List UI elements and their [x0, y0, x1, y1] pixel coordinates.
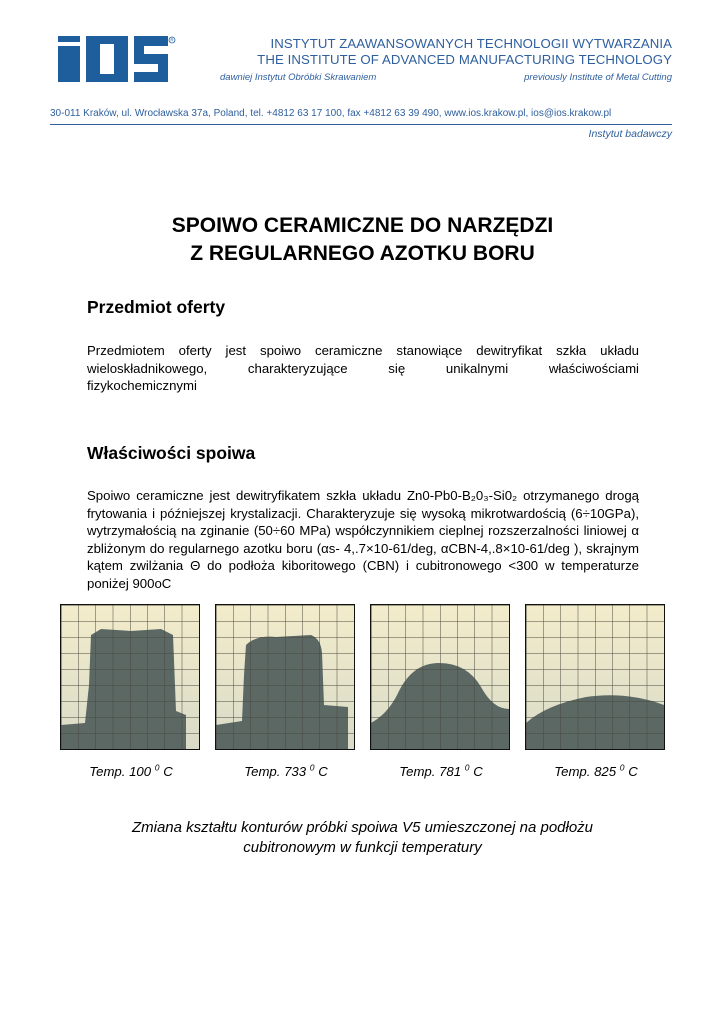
caption-text: Temp. 100: [89, 764, 152, 779]
caption-temp-100: [61, 764, 201, 779]
title-line-1: SPOIWO CERAMICZNE DO NARZĘDZI: [171, 214, 554, 237]
ios-logo: [58, 36, 176, 82]
section-heading-offer: Przedmiot oferty: [87, 297, 226, 317]
caption-unit: C: [628, 764, 638, 779]
caption-sup: 0: [464, 762, 470, 773]
section-heading-properties: Właściwości spoiwa: [87, 443, 256, 463]
caption-unit: C: [163, 764, 173, 779]
institute-name-pl: INSTYTUT ZAAWANSOWANYCH TECHNOLOGII WYTWARZANIA: [270, 36, 672, 51]
offer-paragraph: [87, 342, 639, 395]
figure-caption-line-1: Zmiana kształtu konturów próbki spoiwa V5 umieszczonej na podłożu: [131, 819, 594, 836]
caption-temp-733: [216, 764, 356, 779]
header-divider: [50, 124, 672, 125]
caption-sup: 0: [309, 762, 315, 773]
title-line-2: Z REGULARNEGO AZOTKU BORU: [190, 242, 535, 265]
institute-name: [257, 36, 672, 68]
caption-temp-781: [371, 764, 511, 779]
formerly-pl: dawniej Instytut Obróbki Skrawaniem: [220, 72, 377, 83]
properties-paragraph: Spoiwo ceramiczne jest dewitryfikatem szkła układu Zn0-Pb0-B₂0₃-Si0₂ otrzymanego drogą frytowania i późniejszej krystalizacji. Charakteryzuje się wysoką mikrotwardością (6÷10GPa), wytrzymałością na zginanie (50÷60 MPa) współczynnikiem cieplnej rozszerzalności liniowej α zbliżonym do regularnego azotku boru (αs- 4,.7×10-61/deg, αCBN-4,.8×10-61/deg ), skrajnym kątem zwilżania Θ do podłoża kiboritowego (CBN) i cubitronowego <300 w temperaturze poniżej 900oC: [87, 488, 639, 591]
sample-photos: [60, 604, 664, 749]
offer-text-last: fizykochemicznymi: [87, 378, 197, 393]
offer-text: Przedmiotem oferty jest spoiwo ceramiczne stanowiące dewitryfikat szkła układu wieloskładnikowego, charakteryzujące się unikalnymi właściwościami: [87, 343, 639, 376]
formerly-en: previously Institute of Metal Cutting: [524, 72, 672, 83]
caption-temp-825: [526, 764, 666, 779]
caption-text: Temp. 733: [244, 764, 307, 779]
photo-temp-733: [215, 604, 355, 750]
figure-caption: [0, 818, 725, 858]
address-line: 30-011 Kraków, ul. Wrocławska 37a, Poland, tel. +4812 63 17 100, fax +4812 63 39 490, www.ios.krakow.pl, ios@ios.krakow.pl: [50, 108, 612, 119]
caption-text: Temp. 781: [399, 764, 462, 779]
svg-text:R: R: [170, 37, 174, 43]
caption-text: Temp. 825: [554, 764, 617, 779]
caption-unit: C: [318, 764, 328, 779]
photo-temp-825: [525, 604, 665, 750]
photo-temp-781: [370, 604, 510, 750]
document-title: [0, 212, 725, 268]
caption-sup: 0: [154, 762, 160, 773]
figure-caption-line-2: cubitronowym w funkcji temperatury: [243, 839, 482, 856]
institute-name-en: THE INSTITUTE OF ADVANCED MANUFACTURING TECHNOLOGY: [257, 52, 672, 67]
research-institute-badge: Instytut badawczy: [588, 128, 672, 140]
photo-temp-100: [60, 604, 200, 750]
caption-sup: 0: [619, 762, 625, 773]
caption-unit: C: [473, 764, 483, 779]
